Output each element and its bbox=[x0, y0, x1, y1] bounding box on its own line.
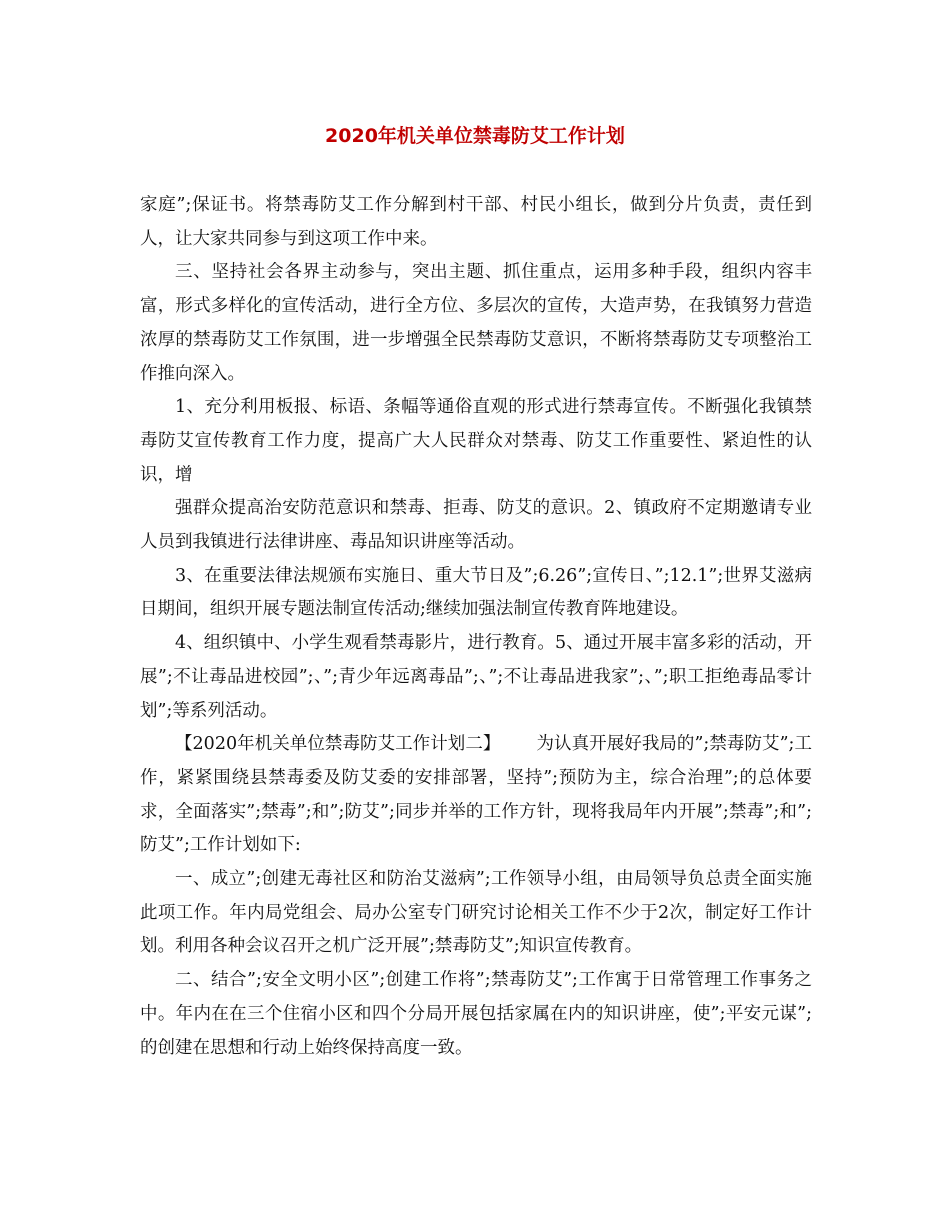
section-heading-plan-two: 【2020年机关单位禁毒防艾工作计划二】 bbox=[175, 734, 501, 755]
paragraph-9: 二、结合”;安全文明小区”;创建工作将”;禁毒防艾”;工作寓于日常管理工作事务之中。年内在在三个住宿小区和四个分局开展包括家属在内的知识讲座，使”;平安元谋”;的创建在思想和行动上始终保持高度一致。 bbox=[140, 970, 812, 1058]
paragraph-7 bbox=[140, 728, 812, 863]
paragraph-4: 强群众提高治安防范意识和禁毒、拒毒、防艾的意识。2、镇政府不定期邀请专业人员到我镇进行法律讲座、毒品知识讲座等活动。 bbox=[140, 498, 812, 553]
paragraph-6: 4、组织镇中、小学生观看禁毒影片，进行教育。5、通过开展丰富多彩的活动，开展”;不让毒品进校园”;、”;青少年远离毒品”;、”;不让毒品进我家”;、”;职工拒绝毒品零计划”;等系列活动。 bbox=[140, 633, 812, 721]
paragraph-5: 3、在重要法律法规颁布实施日、重大节日及”;6.26”;宣传日、”;12.1”;世界艾滋病日期间，组织开展专题法制宣传活动;继续加强法制宣传教育阵地建设。 bbox=[140, 565, 812, 620]
paragraph-2: 三、坚持社会各界主动参与，突出主题、抓住重点，运用多种手段，组织内容丰富，形式多样化的宣传活动，进行全方位、多层次的宣传，大造声势，在我镇努力营造浓厚的禁毒防艾工作氛围，进一步增强全民禁毒防艾意识，不断将禁毒防艾专项整治工作推向深入。 bbox=[140, 262, 812, 384]
paragraph-1: 家庭”;保证书。将禁毒防艾工作分解到村干部、村民小组长，做到分片负责，责任到人，让大家共同参与到这项工作中来。 bbox=[140, 195, 812, 249]
paragraph-7-text: 为认真开展好我局的”;禁毒防艾”;工作，紧紧围绕县禁毒委及防艾委的安排部署，坚持”;预防为主，综合治理”;的总体要求，全面落实”;禁毒”;和”;防艾”;同步并举的工作方针，现将我局年内开展”;禁毒”;和”;防艾”;工作计划如下: bbox=[140, 734, 812, 856]
paragraph-3: 1、充分利用板报、标语、条幅等通俗直观的形式进行禁毒宣传。不断强化我镇禁毒防艾宣传教育工作力度，提高广大人民群众对禁毒、防艾工作重要性、紧迫性的认识，增 bbox=[140, 397, 812, 485]
document-body bbox=[140, 189, 812, 1065]
document-title: 2020年机关单位禁毒防艾工作计划 bbox=[325, 125, 625, 147]
paragraph-8: 一、成立”;创建无毒社区和防治艾滋病”;工作领导小组，由局领导负总责全面实施此项工作。年内局党组会、局办公室专门研究讨论相关工作不少于2次，制定好工作计划。利用各种会议召开之机广泛开展”;禁毒防艾”;知识宣传教育。 bbox=[140, 869, 812, 957]
